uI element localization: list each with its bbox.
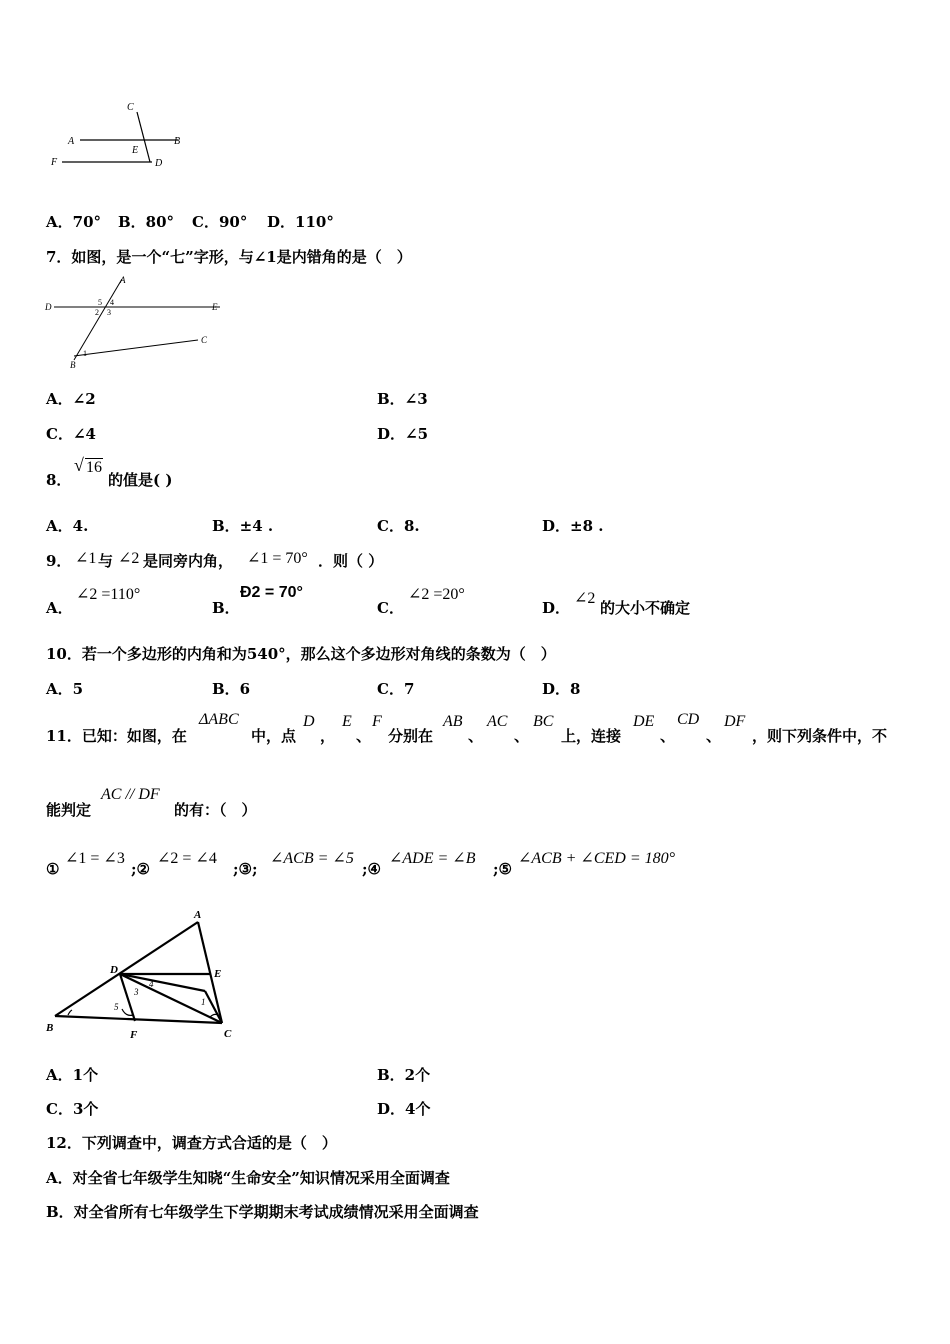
q9-option-b-math: Ð2 = 70° [240,584,303,601]
angle-1: 1 [83,349,87,358]
label-e: E [212,302,218,312]
q11-option-c: C．3个 [46,1100,99,1118]
q12-option-a: A．对全省七年级学生知晓“生命安全”知识情况采用全面调查 [46,1169,450,1187]
label-b: B [174,136,181,147]
angle-3: 3 [134,987,139,997]
q7-option-b: B．∠3 [377,390,428,408]
q11-cond3: ∠ACB = ∠5 [270,850,354,867]
q7-option-c: C．∠4 [46,425,96,443]
q11-sep-4: 、 [514,727,530,745]
side-bc [55,1016,222,1023]
q9-given: ∠1 = 70° [247,550,308,567]
q9-angle1: ∠1 [75,550,97,567]
q11-text-5: ，则下列条件中，不 [752,727,888,745]
q11-figure [40,905,250,1045]
q11-seg-ac: AC [487,713,508,730]
q11-cond2: ∠2 = ∠4 [157,850,217,867]
q11-sep-1: ， [320,727,336,745]
q11-triangle: ΔABC [199,711,239,728]
q9-option-d-text: 的大小不确定 [600,599,691,617]
q8-option-c: C．8. [377,517,420,535]
label-a: A [120,275,126,285]
q11-seg-de: DE [633,713,655,730]
q10-option-a: A．5 [46,680,84,698]
label-e: E [132,145,139,156]
label-d: D [45,302,52,312]
q9-mid1: 与 [98,552,114,570]
q6-option-b: B．80° [118,213,175,231]
q11-line2-math: AC // DF [101,786,160,803]
arc-angle-b [68,1010,72,1015]
q11-sep-5: 、 [660,727,676,745]
q6-figure [40,95,200,180]
q9-option-a-math: ∠2 =110° [76,586,141,603]
q11-text-1: 11．已知：如图，在 [46,727,187,745]
q11-cond2-mark: ;② [131,860,150,878]
q12-option-b: B．对全省所有七年级学生下学期期末考试成绩情况采用全面调查 [46,1203,479,1221]
angle-3: 3 [107,308,111,317]
q8-radicand: 16 [86,459,102,476]
label-e: E [214,968,222,980]
q10-stem: 10．若一个多边形的内角和为540°，那么这个多边形对角线的条数为（ ） [46,645,556,663]
q9-option-c-math: ∠2 =20° [408,586,465,603]
q11-point-d: D [303,713,315,730]
label-a: A [68,136,75,147]
q12-stem: 12．下列调查中，调查方式合适的是（ ） [46,1134,337,1152]
q6-option-d: D．110° [267,213,334,231]
q11-cond5-mark: ;⑤ [493,860,512,878]
q8-stem-tail: 的值是( ) [108,471,173,489]
q11-seg-ab: AB [443,713,463,730]
segment-cd [120,974,222,1023]
angle-5: 5 [98,298,102,307]
q11-seg-bc: BC [533,713,554,730]
q7-stem: 7．如图，是一个“七”字形，与∠1是内错角的是（ ） [46,248,412,266]
q9-option-d-letter: D． [542,599,571,617]
label-f: F [51,157,58,168]
q11-cond1: ∠1 = ∠3 [65,850,125,867]
label-c: C [201,335,208,345]
q11-option-d: D．4个 [377,1100,431,1118]
q11-point-e: E [342,713,352,730]
q11-option-b: B．2个 [377,1066,431,1084]
label-f: F [130,1029,138,1041]
label-c: C [127,102,134,113]
q8-number: 8． [46,471,72,489]
arc-angle-1 [210,1014,218,1017]
label-b: B [46,1022,54,1034]
q11-line2-a: 能判定 [46,801,92,819]
q11-text-3: 分别在 [388,727,434,745]
q11-sep-2: 、 [356,727,372,745]
q11-cond4-mark: ;④ [362,860,381,878]
q8-option-d: D．±8 . [542,517,604,535]
q11-sep-6: 、 [706,727,722,745]
line-cd [137,112,150,162]
q9-option-c-letter: C． [377,599,404,617]
q11-cond1-mark: ① [46,860,60,878]
angle-2: 2 [95,308,99,317]
line-bc [74,340,198,356]
q7-option-a: A．∠2 [46,390,96,408]
q11-cond4: ∠ADE = ∠B [389,850,476,867]
q6-option-c: C．90° [192,213,248,231]
label-d: D [155,158,163,169]
line-ab [74,279,122,360]
q6-option-a: A．70° [46,213,102,231]
q9-mid2: 是同旁内角， [143,552,234,570]
label-c: C [224,1028,232,1040]
q11-text-4: 上，连接 [561,727,622,745]
q9-angle2: ∠2 [118,550,140,567]
q11-text-2: 中，点 [251,727,297,745]
q10-option-d: D．8 [542,680,581,698]
q10-option-b: B．6 [212,680,251,698]
q11-sep-3: 、 [468,727,484,745]
label-a: A [194,909,202,921]
q9-tail: ．则（ ） [318,552,384,570]
q9-option-a-letter: A． [46,599,73,617]
angle-4: 4 [110,298,114,307]
q7-option-d: D．∠5 [377,425,429,443]
angle-4: 4 [149,979,154,989]
q9-number: 9． [46,552,72,570]
q10-option-c: C．7 [377,680,415,698]
label-d: D [110,964,118,976]
q8-option-b: B．±4 . [212,517,274,535]
q11-cond5: ∠ACB + ∠CED = 180° [518,850,676,867]
q11-cond3-mark: ;③; [233,860,258,878]
q9-option-b-letter: B． [212,599,240,617]
q11-option-a: A．1个 [46,1066,99,1084]
q7-figure [40,272,230,372]
label-b: B [70,360,76,370]
angle-5: 5 [114,1002,119,1012]
sqrt-sign: √ [74,455,84,475]
q11-seg-df: DF [724,713,746,730]
q9-option-d-math: ∠2 [574,590,596,607]
q11-seg-cd: CD [677,711,700,728]
angle-1: 1 [201,997,206,1007]
q8-option-a: A．4. [46,517,89,535]
segment-d-inner [120,974,205,991]
q11-line2-b: 的有：（ ） [174,801,257,819]
q11-point-f: F [372,713,382,730]
